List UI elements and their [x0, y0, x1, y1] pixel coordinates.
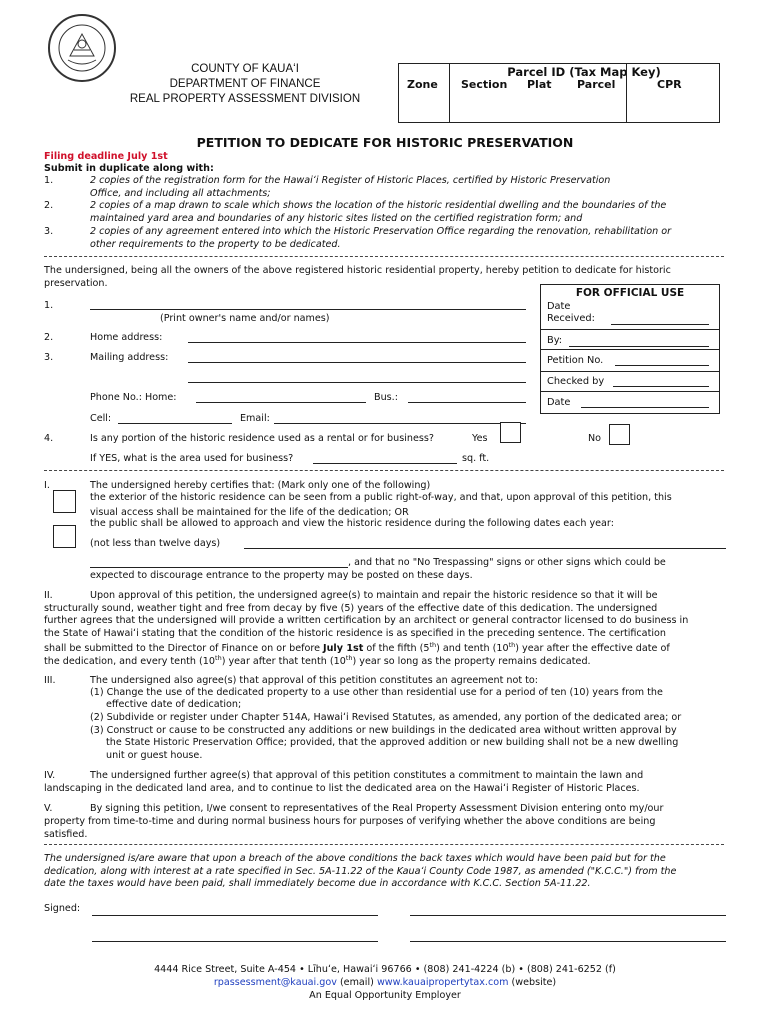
checked-by-field[interactable]	[613, 386, 709, 387]
intro-paragraph-line1: The undersigned, being all the owners of the above registered historic residential property, hereby petition to dedicate for historic	[44, 265, 671, 276]
requirement-2-line2: maintained yard area and boundaries of any historic sites listed on the certified registration form; and	[90, 213, 583, 224]
viewing-dates-field-2[interactable]	[90, 567, 348, 568]
section-4-line2: landscaping in the dedicated land area, and to continue to list the dedicated area on the Hawaiʻi Register of Historic Places.	[44, 783, 640, 794]
requirement-1-line2: Office, and including all attachments;	[90, 188, 271, 199]
cell-label: Cell:	[90, 413, 112, 424]
zone-cell[interactable]	[399, 64, 450, 122]
zone-label: Zone	[407, 78, 438, 91]
section-3-item1-line2: effective date of dedication;	[106, 699, 242, 710]
official-received-label: Received:	[547, 313, 595, 324]
signature-line-3[interactable]	[92, 941, 378, 942]
phone-bus-label: Bus.:	[374, 392, 398, 403]
requirement-1-line1: 2 copies of the registration form for the Hawaiʻi Register of Historic Places, certified by Historic Preservation	[90, 175, 611, 186]
official-date-field[interactable]	[581, 407, 709, 408]
public-viewing-checkbox[interactable]	[53, 525, 76, 548]
divider	[44, 844, 724, 845]
official-sep	[541, 349, 719, 350]
s2-text: ) year so long as the property remains dedicated.	[352, 656, 591, 668]
phone-home-field[interactable]	[196, 402, 366, 403]
official-date-label: Date	[547, 301, 571, 312]
section-3-item2: (2) Subdivide or register under Chapter 514A, Hawaiʻi Revised Statutes, as amended, any portion of the dedicated area; or	[90, 712, 682, 723]
official-by-label: By:	[547, 335, 563, 346]
section-5-line3: satisfied.	[44, 829, 88, 840]
phone-bus-field[interactable]	[408, 402, 526, 403]
section-2-line6	[44, 654, 591, 667]
requirement-2-line1: 2 copies of a map drawn to scale which shows the location of the historic residential dwelling and the boundaries of the	[90, 200, 667, 211]
divider	[44, 470, 724, 471]
s2-text: shall be submitted to the Director of Finance on or before	[44, 643, 324, 655]
parcel-table-title: Parcel ID (Tax Map Key)	[507, 65, 661, 79]
home-address-field[interactable]	[188, 342, 526, 343]
footer-eoe: An Equal Opportunity Employer	[309, 990, 461, 1001]
field-1-num: 1.	[44, 300, 54, 311]
requirement-1-num: 1.	[44, 175, 54, 186]
footer-website-link[interactable]: www.kauaipropertytax.com	[376, 977, 509, 988]
section-3-item1-line1: (1) Change the use of the dedicated property to a use other than residential use for a period of ten (10) years from the	[90, 687, 663, 698]
s2-deadline: July 1st	[323, 643, 364, 655]
requirement-3-line1: 2 copies of any agreement entered into which the Historic Preservation Office regarding the renovation, rehabilitation or	[90, 226, 672, 237]
s2-text: of the fifth (5	[363, 643, 430, 655]
section-2-line1: Upon approval of this petition, the undersigned agree(s) to maintain and repair the historic residence so that it will be	[90, 590, 658, 601]
section-5-num: V.	[44, 803, 53, 814]
cpr-label: CPR	[657, 78, 682, 91]
trespass-line2: expected to discourage entrance to the property may be posted on these days.	[90, 570, 473, 581]
yes-checkbox[interactable]	[500, 422, 521, 443]
section-2-line4: the State of Hawaiʻi stating that the condition of the historic residence is as specified in the preceding sentence. The certification	[44, 628, 666, 639]
agency-header	[110, 62, 380, 107]
filing-deadline: Filing deadline July 1st	[44, 151, 168, 162]
footer-website-label: (website)	[508, 977, 557, 988]
email-field[interactable]	[274, 423, 526, 424]
field-3-num: 3.	[44, 352, 54, 363]
official-sep	[541, 329, 719, 330]
section-3-item3-line1: (3) Construct or cause to be constructed any additions or new buildings in the dedicated area without written approval by	[90, 725, 677, 736]
parcel-label: Parcel	[577, 78, 616, 91]
official-petition-label: Petition No.	[547, 355, 604, 366]
s2-text: ) year after the effective date of	[515, 643, 670, 655]
area-field[interactable]	[313, 463, 457, 464]
county-seal-logo	[48, 14, 116, 82]
breach-line2: dedication, along with interest at a rate specified in Sec. 5A-11.22 of the Kauaʻi County Code 1987, as amended ("K.C.C.") from the	[44, 866, 677, 877]
field-4-num: 4.	[44, 433, 54, 444]
requirement-3-line2: other requirements to the property to be dedicated.	[90, 239, 341, 250]
official-sep	[541, 391, 719, 392]
breach-line1: The undersigned is/are aware that upon a breach of the above conditions the back taxes which would have been paid but for the	[44, 853, 666, 864]
section-1-option1-line1: the exterior of the historic residence can be seen from a public right-of-way, and that, upon approval of this petition, this	[90, 492, 672, 503]
section-1-option1-line2: visual access shall be maintained for the life of the dedication; OR	[90, 507, 409, 518]
section-2-num: II.	[44, 590, 53, 601]
section-1-num: I.	[44, 480, 50, 491]
email-label: Email:	[240, 413, 270, 424]
breach-line3: date the taxes would have been paid, shall immediately become due in accordance with K.C.C. Section 5A-11.22.	[44, 878, 591, 889]
mailing-address-field-2[interactable]	[188, 382, 526, 383]
s2-sup: th	[429, 641, 437, 649]
submit-intro: Submit in duplicate along with:	[44, 163, 214, 174]
s2-text: the dedication, and every tenth (10	[44, 656, 216, 668]
s2-sup: th	[345, 654, 353, 662]
footer-email-link[interactable]: rpassessment@kauai.gov	[213, 977, 337, 988]
no-label: No	[588, 433, 602, 444]
section-5-line1: By signing this petition, I/we consent to representatives of the Real Property Assessment Division entering onto my/our	[90, 803, 664, 814]
s2-text: ) year after that tenth (10	[221, 656, 346, 668]
twelve-days-note: (not less than twelve days)	[90, 538, 221, 549]
section-1-intro: The undersigned hereby certifies that: (Mark only one of the following)	[90, 480, 431, 491]
owner-name-field[interactable]	[90, 309, 526, 310]
area-question: If YES, what is the area used for business?	[90, 453, 294, 464]
section-3-num: III.	[44, 675, 56, 686]
footer-address: 4444 Rice Street, Suite A-454 • Līhuʻe, Hawaiʻi 96766 • (808) 241-4224 (b) • (808) 241-6252 (f)	[154, 964, 616, 975]
plat-label: Plat	[527, 78, 552, 91]
section-5-line2: property from time-to-time and during normal business hours for purposes of verifying whether the above conditions are being	[44, 816, 656, 827]
official-date2-label: Date	[547, 397, 571, 408]
mailing-address-field[interactable]	[188, 362, 526, 363]
s2-sup: th	[215, 654, 222, 662]
section-2-line3: further agrees that the undersigned will provide a written certification by an architect or general contractor licensed to do business in	[44, 615, 689, 626]
trespass-line1: , and that no "No Trespassing" signs or other signs which could be	[348, 557, 666, 568]
footer-contact	[0, 976, 770, 989]
section-2-line2: structurally sound, weather tight and free from decay by five (5) years of the effective date of this dedication. The undersigned	[44, 603, 658, 614]
home-address-label: Home address:	[90, 332, 163, 343]
intro-paragraph-line2: preservation.	[44, 278, 108, 289]
owner-name-caption: (Print owner's name and/or names)	[160, 313, 330, 324]
section-4-num: IV.	[44, 770, 56, 781]
page-title: PETITION TO DEDICATE FOR HISTORIC PRESERVATION	[196, 135, 574, 150]
sqft-label: sq. ft.	[462, 453, 490, 464]
section-3-intro: The undersigned also agree(s) that approval of this petition constitutes an agreement not to:	[90, 675, 539, 686]
official-sep	[541, 371, 719, 372]
cpr-divider	[626, 64, 627, 122]
petition-no-field[interactable]	[615, 365, 709, 366]
requirement-3-num: 3.	[44, 226, 54, 237]
header-line-division: REAL PROPERTY ASSESSMENT DIVISION	[129, 93, 361, 105]
no-checkbox[interactable]	[609, 424, 630, 445]
s2-sup: th	[508, 641, 516, 649]
received-field[interactable]	[611, 324, 709, 325]
divider	[44, 256, 724, 257]
section-1-option2: the public shall be allowed to approach and view the historic residence during the following dates each year:	[90, 518, 614, 529]
requirement-2-num: 2.	[44, 200, 54, 211]
official-use-title: FOR OFFICIAL USE	[575, 287, 685, 299]
signed-label: Signed:	[44, 903, 81, 914]
official-use-box	[540, 284, 720, 414]
yes-label: Yes	[472, 433, 488, 444]
footer-email-label: (email)	[336, 977, 377, 988]
cell-field[interactable]	[118, 423, 232, 424]
official-checked-label: Checked by	[547, 376, 605, 387]
field-2-num: 2.	[44, 332, 54, 343]
rental-question: Is any portion of the historic residence used as a rental or for business?	[90, 433, 434, 444]
by-field[interactable]	[569, 346, 709, 347]
signature-line-2[interactable]	[410, 915, 726, 916]
section-4-line1: The undersigned further agree(s) that approval of this petition constitutes a commitment to maintain the lawn and	[90, 770, 644, 781]
header-line-dept: DEPARTMENT OF FINANCE	[169, 78, 321, 90]
signature-line-1[interactable]	[92, 915, 378, 916]
mailing-address-label: Mailing address:	[90, 352, 169, 363]
header-line-county: COUNTY OF KAUAʻI	[191, 63, 299, 75]
section-3-item3-line2: the State Historic Preservation Office; provided, that the approved addition or new building shall not be a new dwelling	[106, 737, 679, 748]
section-3-item3-line3: unit or guest house.	[106, 750, 203, 761]
parcel-id-table	[398, 63, 720, 123]
s2-text: ) and tenth (10	[436, 643, 509, 655]
viewing-dates-field[interactable]	[244, 548, 726, 549]
visual-access-checkbox[interactable]	[53, 490, 76, 513]
section-label: Section	[461, 78, 508, 91]
signature-line-4[interactable]	[410, 941, 726, 942]
phone-home-label: Phone No.: Home:	[90, 392, 177, 403]
section-2-line5	[44, 641, 670, 654]
